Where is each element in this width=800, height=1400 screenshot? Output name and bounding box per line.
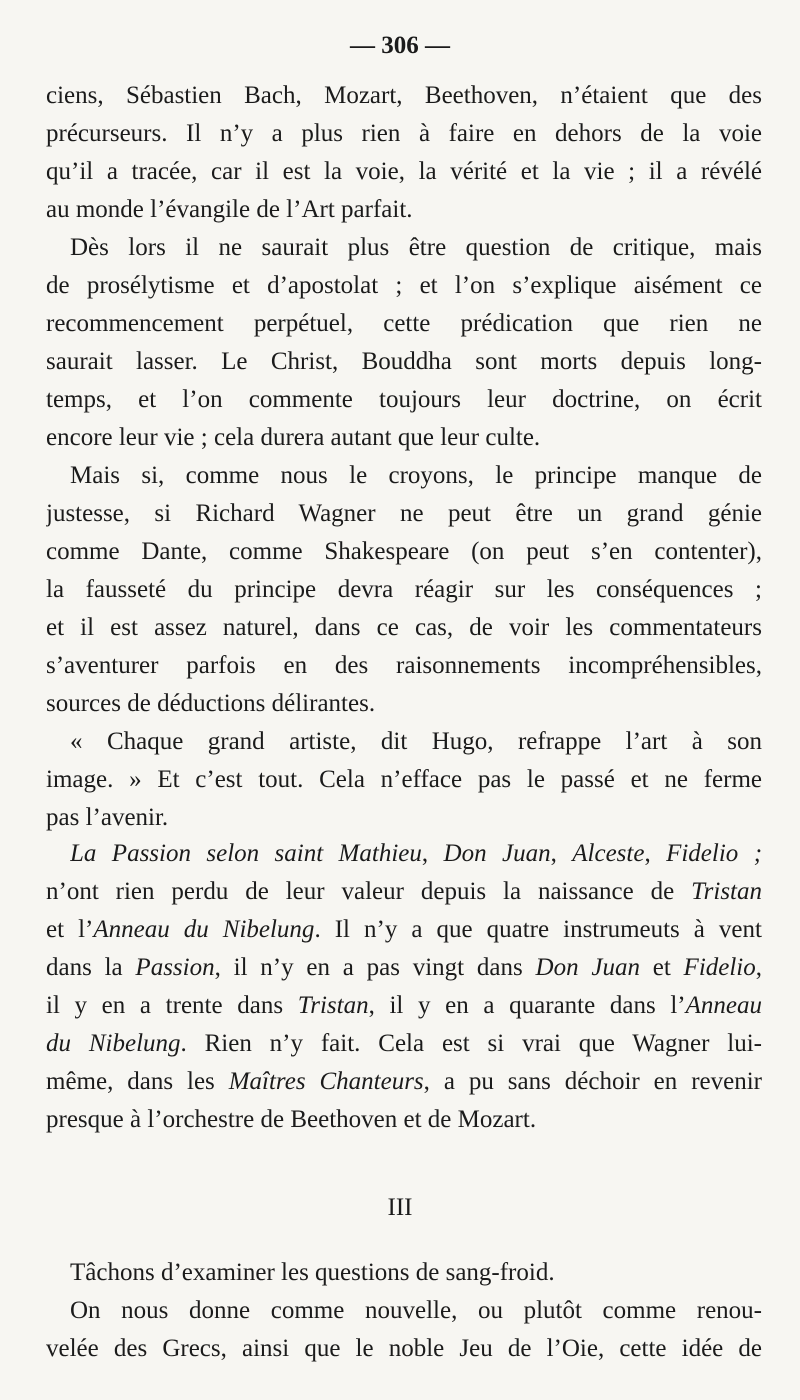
text-line: Mais si, comme nous le croyons, le principe manque de: [70, 462, 762, 489]
text-fragment: ,: [550, 840, 573, 867]
text-fragment: et l’: [46, 916, 94, 943]
text-fragment: même, dans les: [46, 1068, 229, 1095]
work-title: Don Juan: [535, 954, 640, 981]
text-line: saurait lasser. Le Christ, Bouddha sont morts depuis long-: [46, 348, 762, 375]
text-fragment: dans la: [46, 954, 136, 981]
text-line: et il est assez naturel, dans ce cas, de voir les commentateurs: [46, 614, 762, 641]
text-line: pas l’avenir.: [46, 804, 169, 831]
text-fragment: , a pu sans déchoir en revenir: [423, 1068, 762, 1095]
text-line: précurseurs. Il n’y a plus rien à faire en dehors de la voie: [46, 120, 762, 147]
text-line: ciens, Sébastien Bach, Mozart, Beethoven, n’étaient que des: [46, 82, 762, 109]
text-line: [46, 990, 762, 1022]
text-fragment: , il y en a quarante dans l’: [368, 992, 686, 1019]
text-line: encore leur vie ; cela durera autant que leur culte.: [46, 424, 541, 451]
text-fragment: il y en a trente dans: [46, 992, 298, 1019]
text-line: comme Dante, comme Shakespeare (on peut s’en contenter),: [46, 538, 762, 565]
work-title: Tristan: [297, 992, 369, 1019]
text-line: [46, 1104, 762, 1136]
work-title: Alceste: [572, 840, 645, 867]
text-line: [46, 952, 762, 984]
text-line: Tâchons d’examiner les questions de sang-froid.: [70, 1259, 555, 1286]
text-line: « Chaque grand artiste, dit Hugo, refrappe l’art à son: [70, 728, 762, 755]
text-line: au monde l’évangile de l’Art parfait.: [46, 196, 413, 223]
work-title: Anneau du Nibelung: [93, 916, 315, 943]
work-title: Passion: [135, 954, 215, 981]
text-line: [46, 914, 762, 946]
text-line: [46, 876, 762, 908]
section-heading: III: [387, 1194, 413, 1221]
text-line: justesse, si Richard Wagner ne peut être un grand génie: [46, 500, 762, 527]
work-title: Fidelio ;: [666, 840, 762, 867]
text-fragment: ,: [644, 840, 667, 867]
text-fragment: . Rien n’y fait. Cela est si vrai que Wagner lui-: [180, 1030, 762, 1057]
text-line: image. » Et c’est tout. Cela n’efface pas le passé et ne ferme: [46, 766, 762, 793]
text-line: [70, 838, 762, 870]
text-fragment: et: [639, 954, 684, 981]
text-fragment: n’ont rien perdu de leur valeur depuis la naissance de: [46, 878, 692, 905]
text-line: s’aventurer parfois en des raisonnements incompréhensibles,: [46, 652, 762, 679]
text-line: recommencement perpétuel, cette prédication que rien ne: [46, 310, 762, 337]
text-line: sources de déductions délirantes.: [46, 690, 376, 717]
text-line: de prosélytisme et d’apostolat ; et l’on s’explique aisément ce: [46, 272, 762, 299]
text-fragment: . Il n’y a que quatre instrumeuts à vent: [314, 916, 762, 943]
work-title: Fidelio: [683, 954, 756, 981]
work-title: Don Juan: [443, 840, 551, 867]
text-fragment: ,: [755, 954, 762, 981]
text-line: [46, 1028, 762, 1060]
work-title: Maîtres Chanteurs: [228, 1068, 424, 1095]
text-line: temps, et l’on commente toujours leur doctrine, on écrit: [46, 386, 762, 413]
text-fragment: , il n’y en a pas vingt dans: [214, 954, 536, 981]
text-fragment: presque à l’orchestre de Beethoven et de Mozart.: [46, 1106, 537, 1133]
text-line: la fausseté du principe devra réagir sur les conséquences ;: [46, 576, 762, 603]
text-line: On nous donne comme nouvelle, ou plutôt comme renou-: [70, 1297, 762, 1324]
text-line: velée des Grecs, ainsi que le noble Jeu de l’Oie, cette idée de: [46, 1335, 762, 1362]
work-title: Tristan: [691, 878, 762, 905]
text-line: Dès lors il ne saurait plus être question de critique, mais: [70, 234, 762, 261]
text-fragment: ,: [421, 840, 444, 867]
work-title: Anneau: [685, 992, 762, 1019]
text-line: qu’il a tracée, car il est la voie, la vérité et la vie ; il a révélé: [46, 158, 762, 185]
page-number: — 306 —: [350, 32, 450, 59]
work-title: La Passion selon saint Mathieu: [70, 840, 422, 867]
work-title: du Nibelung: [46, 1030, 181, 1057]
text-line: [46, 1066, 762, 1098]
